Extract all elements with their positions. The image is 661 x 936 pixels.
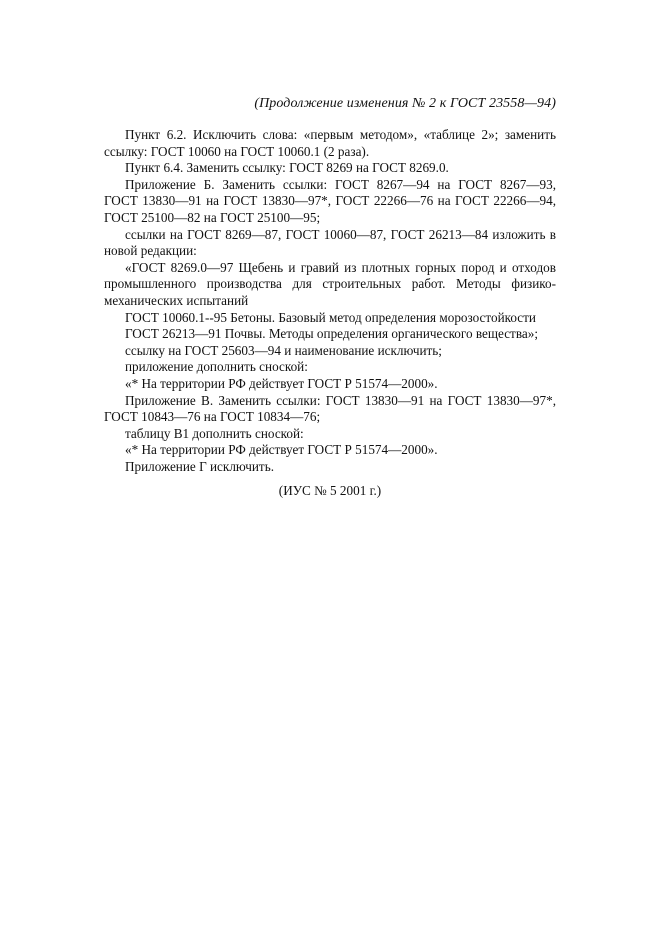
paragraph-add-footnote: приложение дополнить сноской: (125, 359, 308, 375)
paragraph-references-new-edition: ссылки на ГОСТ 8269—87, ГОСТ 10060—87, ГОСТ 26213—84 изложить в новой редакции: (104, 226, 556, 259)
paragraph-gost-25603: ссылку на ГОСТ 25603—94 и наименование исключить; (125, 342, 442, 358)
paragraph-clause-6-2: Пункт 6.2. Исключить слова: «первым методом», «таблице 2»; заменить ссылку: ГОСТ 10060 на ГОСТ 10060.1 (2 раза). (104, 127, 556, 159)
ius-reference: (ИУС № 5 2001 г.) (278, 483, 382, 498)
continuation-header: (Продолжение изменения № 2 к ГОСТ 23558—94) (254, 96, 556, 111)
paragraph-appendix-v: Приложение В. Заменить ссылки: ГОСТ 13830—91 на ГОСТ 13830—97*, ГОСТ 10843—76 на ГОСТ 10834—76; (104, 392, 556, 425)
paragraph-clause-6-4: Пункт 6.4. Заменить ссылку: ГОСТ 8269 на ГОСТ 8269.0. (125, 160, 449, 176)
paragraph-table-v1: таблицу В1 дополнить сноской: (125, 425, 304, 441)
paragraph-appendix-b: Приложение Б. Заменить ссылки: ГОСТ 8267—94 на ГОСТ 8267—93, ГОСТ 13830—91 на ГОСТ 13830—97*, ГОСТ 22266—76 на ГОСТ 22266—94, ГОСТ 25100—82 на ГОСТ 25100—95; (104, 176, 556, 225)
paragraph-gost-8269: «ГОСТ 8269.0—97 Щебень и гравий из плотных горных пород и отходов промышленного производства для строительных работ. Методы физико-механических испытаний (104, 259, 556, 308)
paragraph-gost-10060: ГОСТ 10060.1--95 Бетоны. Базовый метод определения морозостойкости (125, 309, 536, 325)
paragraph-gost-26213: ГОСТ 26213—91 Почвы. Методы определения органического вещества»; (125, 326, 538, 342)
paragraph-footnote-text-2: «* На территории РФ действует ГОСТ Р 51574—2000». (125, 442, 438, 458)
paragraph-footnote-text: «* На территории РФ действует ГОСТ Р 51574—2000». (125, 375, 438, 391)
paragraph-appendix-g: Приложение Г исключить. (125, 458, 275, 474)
document-body (104, 127, 556, 475)
